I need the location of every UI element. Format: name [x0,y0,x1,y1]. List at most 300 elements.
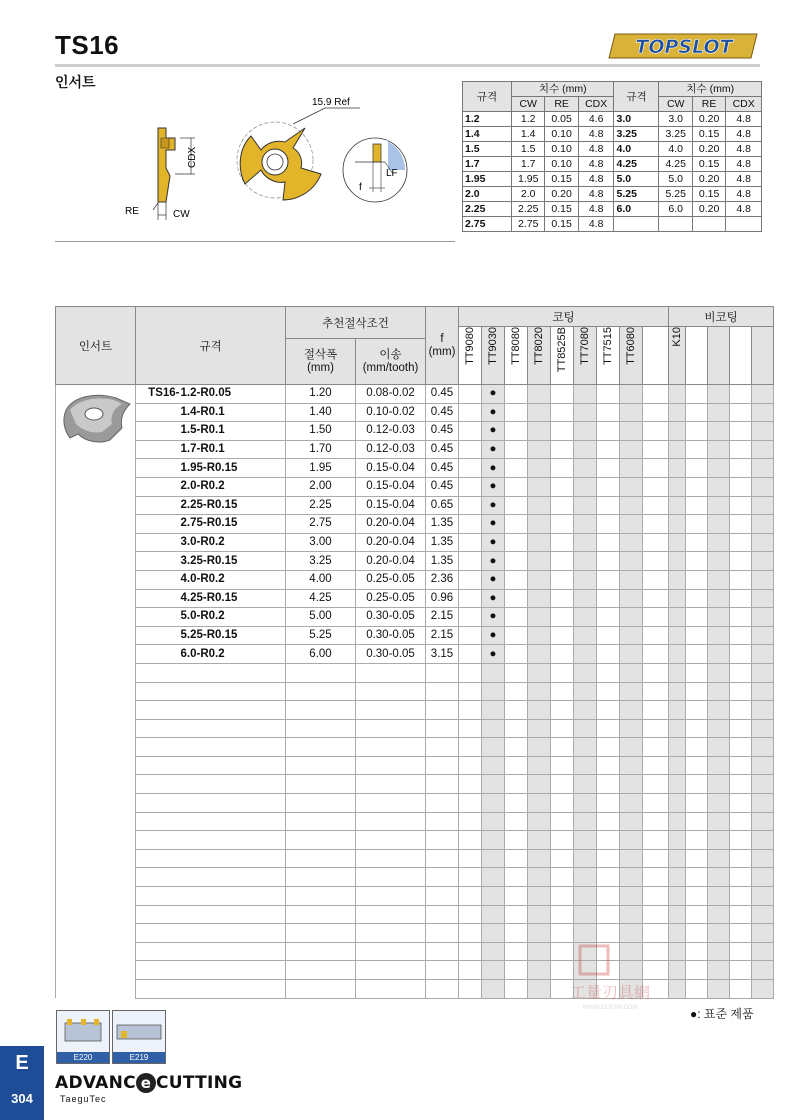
table-row [56,422,774,441]
spec-prefix [136,794,181,813]
spec-prefix [136,980,181,999]
grade-cell [669,403,686,422]
table-row [56,849,774,868]
brand-end: CUTTING [155,1073,243,1093]
grade-cell [528,645,551,664]
grade-header [551,327,574,385]
spec-code [181,701,286,720]
grade-cell [597,440,620,459]
grade-cell [643,608,669,627]
feed-rate: 0.25-0.05 [356,589,426,608]
grade-cell [708,570,730,589]
spec-prefix [136,905,181,924]
grade-cell [620,719,643,738]
grade-cell [597,552,620,571]
dim-cw: 1.5 [512,142,545,157]
grade-cell [730,942,752,961]
grade-cell [643,477,669,496]
grade-cell [597,682,620,701]
dim-spec: 6.0 [614,202,659,217]
dim-spec: 4.0 [614,142,659,157]
dim-cw: 5.25 [659,187,692,202]
grade-header [643,327,669,385]
dim-empty [692,217,725,232]
grade-cell [505,719,528,738]
grade-cell [505,794,528,813]
table-row [56,385,774,404]
cutting-width: 1.20 [286,385,356,404]
grade-cell [597,403,620,422]
grade-cell [574,887,597,906]
dim-spec: 1.7 [463,157,512,172]
feed-rate [356,831,426,850]
grade-label: TT7515 [602,327,614,365]
grade-cell [597,924,620,943]
cutting-width [286,775,356,794]
logo-text: TOPSLOT [635,36,733,58]
table-row [56,626,774,645]
grade-cell [505,385,528,404]
grade-cell [528,533,551,552]
grade-cell [528,756,551,775]
grade-cell [551,589,574,608]
grade-cell [505,477,528,496]
spec-prefix [136,868,181,887]
grade-cell [708,794,730,813]
dim-spec: 1.5 [463,142,512,157]
feed-rate: 0.20-0.04 [356,515,426,534]
grade-cell [528,515,551,534]
grade-cell [574,663,597,682]
grade-cell [505,980,528,999]
table-row [56,515,774,534]
cutting-width: 4.25 [286,589,356,608]
grade-cell [686,663,708,682]
grade-cell [574,515,597,534]
dim-cdx: 4.8 [578,217,614,232]
spec-code [181,831,286,850]
grade-cell [643,403,669,422]
cutting-width [286,701,356,720]
grade-cell [669,924,686,943]
grade-cell [528,626,551,645]
spec-prefix [136,775,181,794]
stock-mark: ● [482,496,505,515]
grade-cell [708,887,730,906]
dim-cdx: 4.8 [578,127,614,142]
spec-code [181,961,286,980]
grade-cell [620,849,643,868]
grade-cell [686,775,708,794]
spec-code: 3.25-R0.15 [181,552,286,571]
watermark [540,942,680,1012]
cutting-width [286,961,356,980]
cutting-width: 6.00 [286,645,356,664]
grade-cell [643,812,669,831]
grade-cell [669,645,686,664]
dimension-row [463,127,762,142]
grade-cell [505,533,528,552]
grade-cell [643,887,669,906]
grade-cell [643,868,669,887]
f-value [426,738,459,757]
grade-cell [551,570,574,589]
grade-cell [528,496,551,515]
grade-cell [730,477,752,496]
spec-prefix [136,924,181,943]
grade-cell [669,831,686,850]
grade-cell [752,775,774,794]
grade-cell [528,719,551,738]
stock-mark: ● [482,422,505,441]
spec-code [181,980,286,999]
grade-cell [752,980,774,999]
grade-cell [669,794,686,813]
grade-cell [551,719,574,738]
dim-re: 0.15 [692,127,725,142]
grade-cell [643,645,669,664]
feed-rate [356,682,426,701]
grade-cell [752,459,774,478]
grade-cell [597,459,620,478]
stock-mark: ● [482,626,505,645]
grade-header [669,327,686,385]
dim-spec: 1.2 [463,112,512,127]
grade-cell [643,794,669,813]
grade-cell [669,552,686,571]
feed-rate: 0.30-0.05 [356,626,426,645]
grade-cell [686,905,708,924]
grade-cell [708,626,730,645]
dim-cdx: 4.8 [726,157,762,172]
grade-cell [708,701,730,720]
grade-cell [752,682,774,701]
cutting-width [286,905,356,924]
grade-cell [730,738,752,757]
feed-rate [356,701,426,720]
grade-cell [597,422,620,441]
grade-cell [505,552,528,571]
grade-cell [708,719,730,738]
dimension-row [463,112,762,127]
grade-cell [505,663,528,682]
dim-re: 0.15 [692,187,725,202]
grade-cell [708,403,730,422]
grade-cell [752,515,774,534]
grade-cell [669,477,686,496]
spec-code: 1.2-R0.05 [181,385,286,404]
cutting-width [286,738,356,757]
spec-prefix [136,477,181,496]
cutting-width: 1.40 [286,403,356,422]
dim-header: 치수 (mm) [512,82,614,97]
stock-mark: ● [482,385,505,404]
grade-cell [730,887,752,906]
grade-cell [643,924,669,943]
feed-rate: 0.08-0.02 [356,385,426,404]
grade-cell [459,682,482,701]
grade-cell [459,756,482,775]
grade-cell [551,422,574,441]
grade-cell [597,626,620,645]
grade-cell [574,626,597,645]
grade-cell [686,385,708,404]
grade-cell [669,459,686,478]
grade-cell [551,756,574,775]
dim-re: 0.15 [545,172,578,187]
cutting-width [286,663,356,682]
grade-cell [597,496,620,515]
grade-cell [482,682,505,701]
grade-cell [551,608,574,627]
grade-cell [708,756,730,775]
grade-cell [597,663,620,682]
page-tab [0,1046,44,1120]
grade-cell [574,924,597,943]
grade-cell [597,589,620,608]
f-value [426,682,459,701]
cutting-width [286,942,356,961]
grade-cell [574,849,597,868]
header-width: 절삭폭 (mm) [286,339,356,385]
grade-cell [643,905,669,924]
spec-code [181,942,286,961]
spec-code [181,887,286,906]
grade-cell [752,924,774,943]
grade-cell [459,645,482,664]
grade-cell [482,905,505,924]
grade-header [574,327,597,385]
grade-cell [708,849,730,868]
dim-cdx: 4.8 [578,142,614,157]
cutting-width: 4.00 [286,570,356,589]
grade-cell [752,608,774,627]
f-value: 0.65 [426,496,459,515]
table-row [56,533,774,552]
dim-re: 0.20 [545,187,578,202]
cutting-width: 1.70 [286,440,356,459]
grade-cell [730,701,752,720]
grade-cell [669,812,686,831]
table-row [56,570,774,589]
grade-cell [574,738,597,757]
grade-cell [730,831,752,850]
grade-cell [752,626,774,645]
grade-cell [686,794,708,813]
grade-cell [551,701,574,720]
cutting-width: 2.00 [286,477,356,496]
insert-front-view [237,97,360,200]
dim-col-re-2: RE [692,97,725,112]
feed-rate [356,924,426,943]
grade-cell [620,440,643,459]
grade-cell [752,496,774,515]
f-value [426,701,459,720]
grade-cell [459,477,482,496]
grade-cell [730,496,752,515]
grade-cell [551,440,574,459]
grade-header [752,327,774,385]
grade-cell [505,887,528,906]
grade-cell [505,403,528,422]
grade-cell [730,515,752,534]
dim-re: 0.15 [545,202,578,217]
grade-cell [505,812,528,831]
grade-cell [686,738,708,757]
grade-cell [620,794,643,813]
grade-cell [686,645,708,664]
dim-header-2: 치수 (mm) [659,82,762,97]
feed-rate [356,849,426,868]
grade-cell [752,552,774,571]
grade-cell [669,738,686,757]
grade-cell [482,794,505,813]
spec-prefix [136,812,181,831]
stock-mark: ● [482,608,505,627]
grade-cell [459,887,482,906]
grade-cell [597,608,620,627]
grade-cell [597,719,620,738]
stock-mark: ● [482,477,505,496]
grade-cell [669,608,686,627]
spec-prefix [136,831,181,850]
grade-cell [620,403,643,422]
grade-cell [528,775,551,794]
grade-cell [686,496,708,515]
feed-rate [356,905,426,924]
dim-spec: 3.0 [614,112,659,127]
f-value [426,868,459,887]
table-row [56,663,774,682]
grade-cell [686,682,708,701]
feed-rate [356,756,426,775]
spec-prefix [136,663,181,682]
grade-cell [752,812,774,831]
grade-cell [620,608,643,627]
watermark-text: 工量刃具網 [569,983,651,1002]
dim-cdx: 4.6 [578,112,614,127]
grade-header [505,327,528,385]
grade-cell [669,663,686,682]
spec-prefix [136,440,181,459]
grade-cell [597,887,620,906]
grade-cell [730,868,752,887]
dim-cw: 1.95 [512,172,545,187]
insert-side-view [125,128,198,220]
spec-prefix [136,756,181,775]
dim-cw: 4.0 [659,142,692,157]
grade-cell [505,849,528,868]
f-value [426,831,459,850]
grade-cell [528,905,551,924]
feed-rate [356,868,426,887]
grade-cell [597,533,620,552]
grade-cell [551,924,574,943]
grade-cell [686,515,708,534]
grade-cell [708,905,730,924]
grade-cell [730,422,752,441]
grade-cell [620,422,643,441]
reference-icon-e220[interactable] [56,1010,110,1064]
header-insert: 인서트 [56,307,136,385]
spec-prefix [136,961,181,980]
grade-cell [752,831,774,850]
grade-cell [528,422,551,441]
grade-cell [459,422,482,441]
grade-cell [620,756,643,775]
grade-cell [528,682,551,701]
grade-cell [551,682,574,701]
grade-cell [574,701,597,720]
grade-cell [505,440,528,459]
grade-cell [686,924,708,943]
grade-cell [551,385,574,404]
spec-code [181,775,286,794]
grade-cell [459,831,482,850]
spec-code [181,663,286,682]
grade-cell [708,385,730,404]
dim-col-cw: CW [512,97,545,112]
spec-code: 4.0-R0.2 [181,570,286,589]
grade-cell [505,682,528,701]
dimension-row [463,157,762,172]
grade-label: TT8525B [556,327,568,373]
grade-cell [730,385,752,404]
feed-rate [356,942,426,961]
grade-cell [752,589,774,608]
grade-cell [686,477,708,496]
grade-cell [643,756,669,775]
grade-cell [551,552,574,571]
f-value [426,812,459,831]
grade-cell [669,905,686,924]
feed-rate: 0.15-0.04 [356,459,426,478]
grade-cell [620,626,643,645]
grade-cell [597,701,620,720]
grade-cell [752,533,774,552]
grade-cell [708,663,730,682]
grade-cell [574,477,597,496]
grade-cell [708,459,730,478]
spec-code [181,719,286,738]
grade-cell [643,589,669,608]
feed-rate: 0.25-0.05 [356,570,426,589]
grade-cell [620,701,643,720]
table-row [56,589,774,608]
grade-cell [528,385,551,404]
grade-cell [505,775,528,794]
grade-cell [505,701,528,720]
header-feed: 이송 (mm/tooth) [356,339,426,385]
reference-icon-e219[interactable] [112,1010,166,1064]
footer-brand [55,1073,242,1093]
dim-spec: 5.25 [614,187,659,202]
grade-cell [708,645,730,664]
f-value: 1.35 [426,515,459,534]
grade-cell [459,496,482,515]
dim-cw: 6.0 [659,202,692,217]
grade-cell [551,831,574,850]
grade-header [620,327,643,385]
grade-cell [708,608,730,627]
grade-cell [620,477,643,496]
spec-prefix [136,422,181,441]
spec-code: 1.4-R0.1 [181,403,286,422]
spec-code: 1.5-R0.1 [181,422,286,441]
grade-cell [620,738,643,757]
dimension-row [463,217,762,232]
grade-cell [708,515,730,534]
